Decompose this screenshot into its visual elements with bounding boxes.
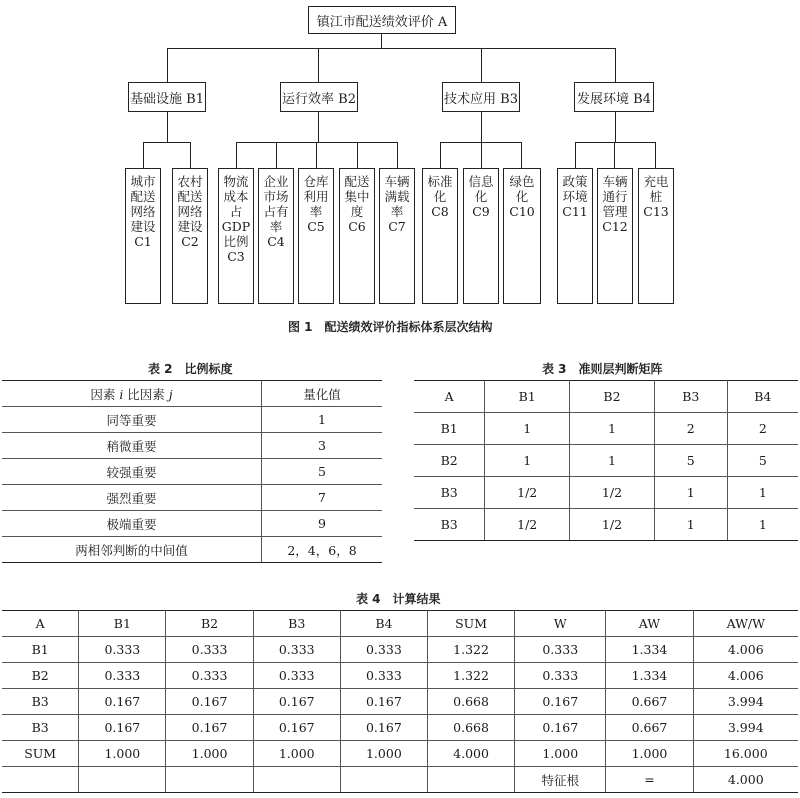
table-cell: 0.167 — [253, 689, 340, 715]
b1-stem — [167, 112, 168, 142]
leaf-line: 化 — [474, 189, 488, 204]
table-cell: 1/2 — [570, 509, 655, 541]
table-cell: 0.333 — [515, 663, 606, 689]
leaf-line: 网络 — [130, 204, 156, 219]
header-cell: B1 — [485, 381, 570, 413]
table-cell: 同等重要 — [2, 407, 262, 433]
leaf-line: 占有 — [263, 204, 289, 219]
leaf-line: 农村 — [177, 174, 203, 189]
table-cell: 0.167 — [79, 715, 166, 741]
table-cell: B1 — [414, 413, 485, 445]
table-cell: 稍微重要 — [2, 433, 262, 459]
table2-caption — [148, 360, 233, 377]
table3-caption — [542, 360, 663, 377]
table-cell: 2，4，6，8 — [262, 537, 383, 563]
leaf-line: 通行 — [602, 189, 628, 204]
table-cell: 0.167 — [166, 689, 253, 715]
category-drop-2 — [318, 48, 319, 82]
table-cell: 7 — [262, 485, 383, 511]
table-cell — [427, 767, 514, 793]
caption-text: 配送绩效评价指标体系层次结构 — [324, 320, 493, 334]
table-cell: 5 — [727, 445, 798, 477]
leaf-line: 配送 — [177, 189, 203, 204]
table-cell: 3.994 — [693, 715, 798, 741]
caption-number: 图 1 — [288, 320, 313, 334]
b4-drop — [614, 142, 615, 168]
table-cell: 0.333 — [340, 663, 427, 689]
table-cell: 1/2 — [485, 509, 570, 541]
leaf-line: 建设 — [177, 219, 203, 234]
table-row — [414, 477, 798, 509]
table-cell: 1.000 — [253, 741, 340, 767]
table-cell: 1 — [727, 477, 798, 509]
table-cell: B3 — [2, 715, 79, 741]
leaf-line: 车辆 — [384, 174, 410, 189]
leaf-line: 城市 — [130, 174, 156, 189]
table-cell: 4.000 — [427, 741, 514, 767]
table-cell: 1 — [654, 477, 727, 509]
header-cell: B3 — [654, 381, 727, 413]
table-row — [2, 459, 382, 485]
b2-drop — [236, 142, 237, 168]
category-drop-4 — [615, 48, 616, 82]
scale-table — [2, 380, 382, 563]
b1-drop — [190, 142, 191, 168]
leaf-line: C2 — [181, 234, 199, 249]
table-cell: SUM — [2, 741, 79, 767]
table-row — [2, 433, 382, 459]
leaf-line: 建设 — [130, 219, 156, 234]
header-cell: B2 — [166, 611, 253, 637]
table-row — [2, 637, 798, 663]
header-cell: A — [2, 611, 79, 637]
table-cell: 0.167 — [253, 715, 340, 741]
b4-drop — [575, 142, 576, 168]
leaf-node-c9 — [463, 168, 499, 304]
leaf-line: C5 — [307, 219, 325, 234]
leaf-line: 配送 — [130, 189, 156, 204]
table-cell: 极端重要 — [2, 511, 262, 537]
table-cell: 1/2 — [485, 477, 570, 509]
leaf-node-c2 — [172, 168, 208, 304]
table-cell: 5 — [654, 445, 727, 477]
table-row — [2, 663, 798, 689]
leaf-line: GDP — [221, 219, 251, 234]
leaf-node-c11 — [557, 168, 593, 304]
leaf-line: 度 — [350, 204, 364, 219]
table-cell: 0.333 — [253, 637, 340, 663]
leaf-node-c3 — [218, 168, 254, 304]
b3-drop — [440, 142, 441, 168]
table-cell: 9 — [262, 511, 383, 537]
table-cell: B3 — [2, 689, 79, 715]
table-cell: 1 — [654, 509, 727, 541]
header-cell: 因素 i 比因素 j — [2, 381, 262, 407]
table-header-row — [2, 381, 382, 407]
root-label: 镇江市配送绩效评价 A — [316, 14, 448, 30]
b2-bus — [236, 142, 398, 143]
leaf-line: 充电 — [643, 174, 669, 189]
root-stem — [381, 34, 382, 48]
leaf-line: 化 — [433, 189, 447, 204]
table-row — [2, 537, 382, 563]
table-row — [414, 413, 798, 445]
leaf-line: 利用 — [303, 189, 329, 204]
leaf-line: 率 — [309, 204, 323, 219]
table-cell: B2 — [414, 445, 485, 477]
table-cell: 4.006 — [693, 637, 798, 663]
table-cell — [253, 767, 340, 793]
leaf-line: 信息 — [468, 174, 494, 189]
header-cell: AW/W — [693, 611, 798, 637]
table-cell: 1.000 — [340, 741, 427, 767]
category-node-b3 — [442, 82, 520, 112]
leaf-line: 标准 — [427, 174, 453, 189]
header-cell: B1 — [79, 611, 166, 637]
leaf-line: C12 — [602, 219, 628, 234]
table-cell: 0.167 — [340, 715, 427, 741]
table-cell: 1 — [570, 413, 655, 445]
leaf-line: 绿色 — [509, 174, 535, 189]
category-label: 发展环境 B4 — [577, 91, 651, 107]
table-cell: 4.006 — [693, 663, 798, 689]
category-label: 基础设施 B1 — [130, 91, 204, 107]
table-cell: 强烈重要 — [2, 485, 262, 511]
table-cell: 5 — [262, 459, 383, 485]
leaf-line: 桩 — [649, 189, 663, 204]
table-cell: 1.334 — [606, 663, 693, 689]
table-cell: 0.668 — [427, 689, 514, 715]
leaf-node-c5 — [298, 168, 334, 304]
table-row — [2, 689, 798, 715]
caption-number: 表 2 — [148, 362, 173, 376]
table-cell: 1.334 — [606, 637, 693, 663]
table-cell: 1.000 — [606, 741, 693, 767]
b3-drop — [481, 142, 482, 168]
caption-text: 计算结果 — [392, 592, 441, 606]
b2-drop — [397, 142, 398, 168]
leaf-line: 率 — [269, 219, 283, 234]
table-cell: 0.333 — [515, 637, 606, 663]
header-cell: B4 — [727, 381, 798, 413]
category-drop-3 — [481, 48, 482, 82]
category-label: 运行效率 B2 — [282, 91, 356, 107]
table-cell: 2 — [654, 413, 727, 445]
table-row — [414, 509, 798, 541]
table-cell: 1/2 — [570, 477, 655, 509]
leaf-line: 化 — [515, 189, 529, 204]
leaf-line: 企业 — [263, 174, 289, 189]
table-cell: 3 — [262, 433, 383, 459]
judgment-matrix-table — [414, 380, 798, 541]
leaf-line: 车辆 — [602, 174, 628, 189]
leaf-line: 占 — [229, 204, 243, 219]
category-label: 技术应用 B3 — [444, 91, 518, 107]
header-cell: 量化值 — [262, 381, 383, 407]
leaf-node-c12 — [597, 168, 633, 304]
leaf-line: C10 — [509, 204, 535, 219]
table-cell: 1.000 — [515, 741, 606, 767]
leaf-line: C7 — [388, 219, 406, 234]
leaf-line: 仓库 — [303, 174, 329, 189]
category-bus — [167, 48, 615, 49]
table-cell — [340, 767, 427, 793]
table-cell: 0.667 — [606, 689, 693, 715]
leaf-line: 配送 — [344, 174, 370, 189]
leaf-node-c1 — [125, 168, 161, 304]
root-node — [308, 6, 456, 34]
b4-stem — [615, 112, 616, 142]
table-cell: B2 — [2, 663, 79, 689]
header-cell: W — [515, 611, 606, 637]
leaf-node-c10 — [503, 168, 541, 304]
table-cell: 0.333 — [79, 637, 166, 663]
table-cell: 较强重要 — [2, 459, 262, 485]
leaf-line: 比例 — [223, 234, 249, 249]
header-cell: SUM — [427, 611, 514, 637]
leaf-line: C3 — [227, 249, 245, 264]
table-row — [2, 407, 382, 433]
table-cell: 0.333 — [253, 663, 340, 689]
table-cell: 特征根 — [515, 767, 606, 793]
table-cell: B3 — [414, 477, 485, 509]
leaf-line: 市场 — [263, 189, 289, 204]
leaf-line: 网络 — [177, 204, 203, 219]
table-header-row — [414, 381, 798, 413]
leaf-line: 成本 — [223, 189, 249, 204]
table-cell: 1 — [485, 445, 570, 477]
b2-drop — [316, 142, 317, 168]
table-cell: 1.000 — [166, 741, 253, 767]
table-cell: 0.167 — [515, 689, 606, 715]
table-row — [2, 767, 798, 793]
b2-drop — [276, 142, 277, 168]
header-cell: B4 — [340, 611, 427, 637]
table-row — [2, 715, 798, 741]
table-cell: 0.167 — [340, 689, 427, 715]
table-cell: 1 — [727, 509, 798, 541]
header-cell: B3 — [253, 611, 340, 637]
table-cell: 0.167 — [79, 689, 166, 715]
b3-drop — [521, 142, 522, 168]
caption-number: 表 4 — [356, 592, 381, 606]
leaf-line: C8 — [431, 204, 449, 219]
leaf-line: 管理 — [602, 204, 628, 219]
table-cell: 1 — [485, 413, 570, 445]
leaf-line: C4 — [267, 234, 285, 249]
leaf-line: 政策 — [562, 174, 588, 189]
table-row — [2, 741, 798, 767]
b2-drop — [357, 142, 358, 168]
leaf-line: C13 — [643, 204, 669, 219]
table-row — [2, 511, 382, 537]
table-cell: 0.333 — [79, 663, 166, 689]
leaf-line: C9 — [472, 204, 490, 219]
table-cell: 两相邻判断的中间值 — [2, 537, 262, 563]
table-cell — [2, 767, 79, 793]
table-row — [414, 445, 798, 477]
header-cell: AW — [606, 611, 693, 637]
b3-stem — [481, 112, 482, 142]
leaf-node-c6 — [339, 168, 375, 304]
leaf-line: 环境 — [562, 189, 588, 204]
table-cell: 2 — [727, 413, 798, 445]
b4-bus — [575, 142, 656, 143]
leaf-node-c7 — [379, 168, 415, 304]
table-header-row — [2, 611, 798, 637]
figure-caption — [288, 318, 493, 335]
table-cell — [166, 767, 253, 793]
category-node-b1 — [128, 82, 206, 112]
table-cell: 4.000 — [693, 767, 798, 793]
table-cell: 0.167 — [515, 715, 606, 741]
table-cell: 0.668 — [427, 715, 514, 741]
leaf-node-c4 — [258, 168, 294, 304]
b1-bus — [143, 142, 191, 143]
table-cell — [79, 767, 166, 793]
caption-text: 比例标度 — [184, 362, 233, 376]
table-cell: 0.333 — [340, 637, 427, 663]
table4-caption — [356, 590, 441, 607]
leaf-node-c8 — [422, 168, 458, 304]
caption-text: 准则层判断矩阵 — [578, 362, 663, 376]
table-cell: 0.333 — [166, 637, 253, 663]
table-cell: B1 — [2, 637, 79, 663]
b2-stem — [318, 112, 319, 142]
table-cell: 0.167 — [166, 715, 253, 741]
table-cell: 1.322 — [427, 663, 514, 689]
header-cell: A — [414, 381, 485, 413]
category-node-b2 — [280, 82, 358, 112]
category-drop-1 — [167, 48, 168, 82]
table-cell: = — [606, 767, 693, 793]
table-cell: 16.000 — [693, 741, 798, 767]
table-cell: 1.322 — [427, 637, 514, 663]
header-cell: B2 — [570, 381, 655, 413]
leaf-line: 率 — [390, 204, 404, 219]
leaf-node-c13 — [638, 168, 674, 304]
leaf-line: C11 — [562, 204, 588, 219]
leaf-line: C1 — [134, 234, 152, 249]
leaf-line: 满载 — [384, 189, 410, 204]
leaf-line: C6 — [348, 219, 366, 234]
table-cell: 0.333 — [166, 663, 253, 689]
table-cell: B3 — [414, 509, 485, 541]
leaf-line: 集中 — [344, 189, 370, 204]
leaf-line: 物流 — [223, 174, 249, 189]
caption-number: 表 3 — [542, 362, 567, 376]
table-cell: 3.994 — [693, 689, 798, 715]
b1-drop — [143, 142, 144, 168]
table-row — [2, 485, 382, 511]
table-cell: 1 — [262, 407, 383, 433]
category-node-b4 — [574, 82, 654, 112]
b4-drop — [655, 142, 656, 168]
table-cell: 1.000 — [79, 741, 166, 767]
table-cell: 1 — [570, 445, 655, 477]
table-cell: 0.667 — [606, 715, 693, 741]
calculation-results-table — [2, 610, 798, 793]
